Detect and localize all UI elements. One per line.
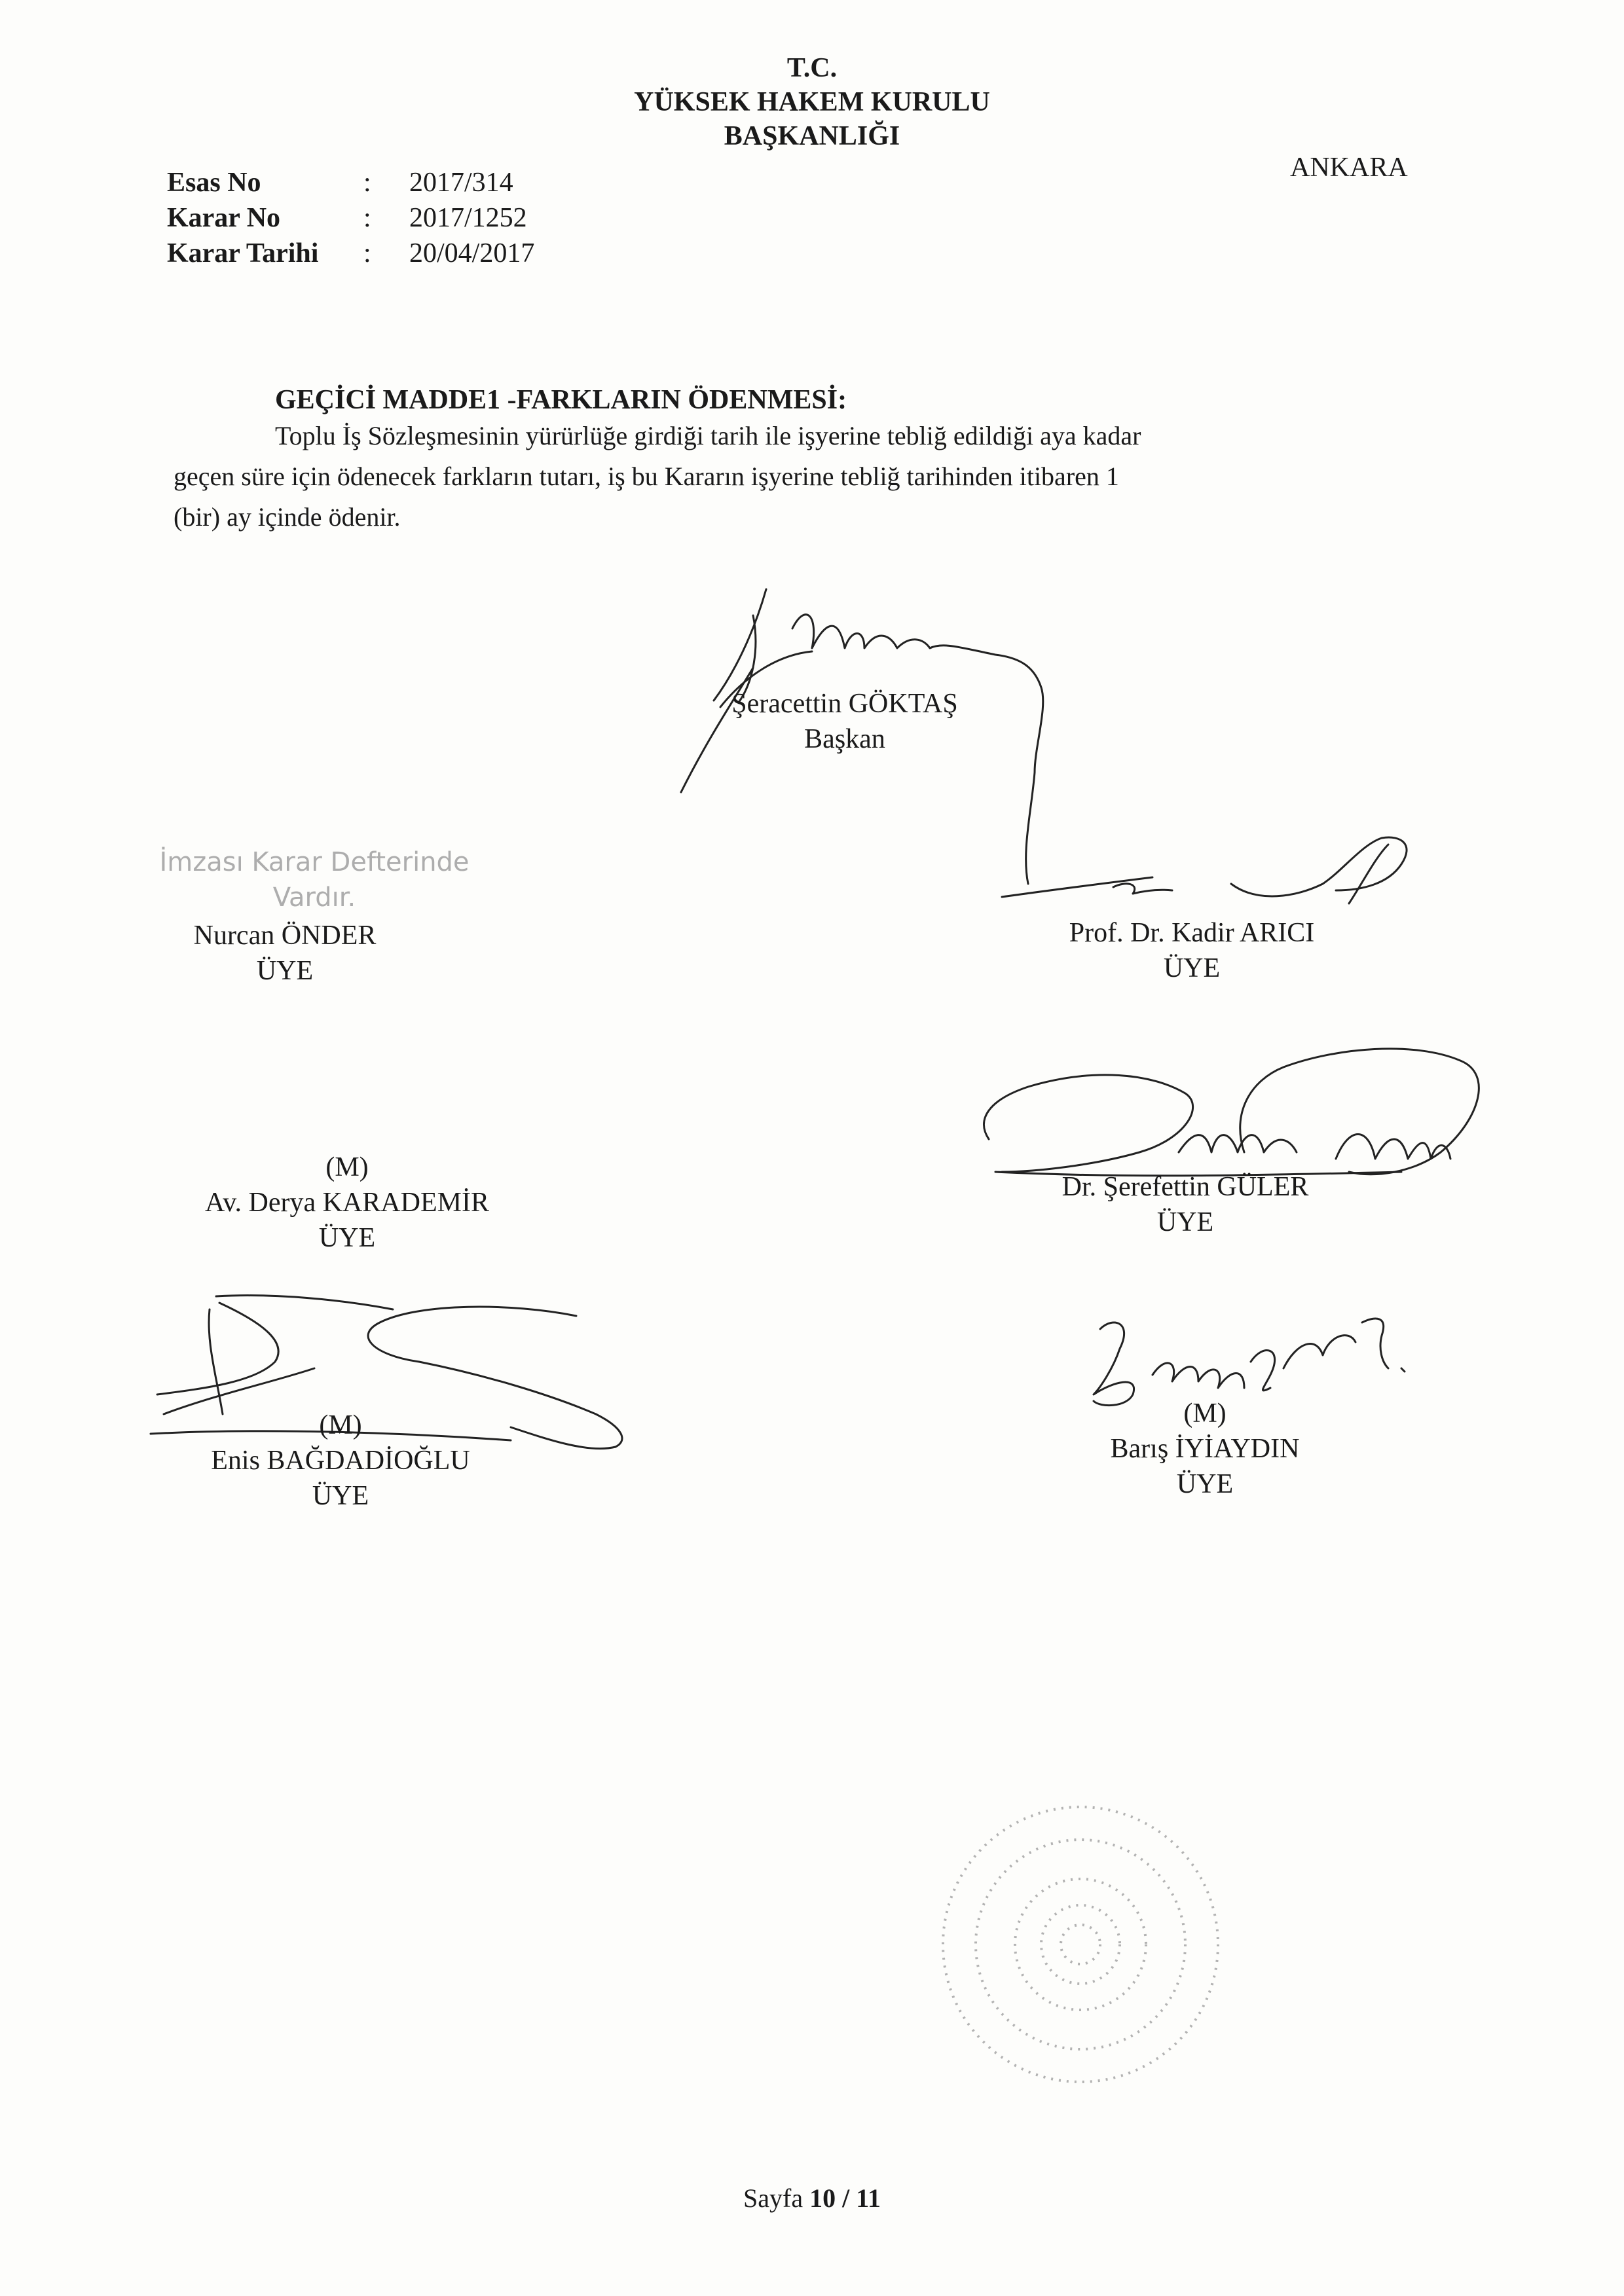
signatory-chair [714, 686, 976, 757]
signatory-role: ÜYE [1176, 1469, 1234, 1499]
signatory-role: ÜYE [1163, 953, 1221, 983]
meta-value: 2017/314 [409, 168, 513, 198]
signatory-name: Av. Derya KARADEMİR [205, 1188, 489, 1218]
article-body [174, 416, 1418, 538]
signatory-name: Dr. Şerefettin GÜLER [1061, 1172, 1309, 1202]
signatory-role: ÜYE [1156, 1207, 1214, 1237]
signatory-onder [138, 918, 432, 989]
article-line: geçen süre için ödenecek farkların tutarı, iş bu Kararın işyerine tebliğ tarihinden itibaren 1 [174, 462, 1119, 491]
page-footer [0, 2183, 1624, 2214]
meta-sep: : [363, 203, 371, 233]
header-presidency: BAŞKANLIĞI [724, 121, 900, 151]
page-number: 10 / 11 [809, 2183, 881, 2213]
article-line: Toplu İş Sözleşmesinin yürürlüğe girdiği tarih ile işyerine tebliğ edildiği aya kadar [275, 421, 1141, 450]
signatory-bagdadioglu [157, 1408, 524, 1514]
case-meta [167, 167, 625, 273]
meta-sep: : [363, 238, 371, 268]
header-tc: T.C. [786, 53, 838, 83]
signatory-iyiaydin [1041, 1396, 1369, 1502]
signature-record-note [151, 845, 478, 915]
signatory-mark: (M) [319, 1410, 362, 1440]
document-header [0, 51, 1624, 153]
meta-row-tarih [167, 238, 625, 273]
signatory-name: Şeracettin GÖKTAŞ [731, 689, 958, 719]
signatory-role: ÜYE [312, 1481, 369, 1511]
stamp-line: İmzası Karar Defterinde [159, 847, 470, 877]
meta-label: Karar No [167, 203, 281, 233]
signatory-karademir [157, 1150, 537, 1256]
signatory-name: Barış İYİAYDIN [1110, 1434, 1300, 1464]
header-institution: YÜKSEK HAKEM KURULU [634, 87, 990, 117]
footer-prefix: Sayfa [743, 2183, 803, 2213]
meta-label: Karar Tarihi [167, 238, 319, 268]
signatory-name: Nurcan ÖNDER [193, 920, 377, 951]
signatory-arici [995, 915, 1388, 986]
meta-label: Esas No [167, 168, 261, 198]
meta-row-esas [167, 167, 625, 202]
meta-value: 20/04/2017 [409, 238, 535, 268]
signatory-mark: (M) [1183, 1398, 1227, 1429]
official-seal-icon [930, 1794, 1231, 2095]
meta-row-karar [167, 202, 625, 238]
signatory-guler [1022, 1169, 1349, 1240]
meta-sep: : [363, 168, 371, 198]
article-heading: GEÇİCİ MADDE1 -FARKLARIN ÖDENMESİ: [275, 385, 847, 415]
signatory-name: Enis BAĞDADİOĞLU [211, 1446, 470, 1476]
header-city: ANKARA [1290, 153, 1408, 183]
signatory-mark: (M) [325, 1152, 369, 1182]
signatory-role: ÜYE [318, 1223, 376, 1253]
article-line: (bir) ay içinde ödenir. [174, 502, 401, 532]
signatory-name: Prof. Dr. Kadir ARICI [1069, 918, 1315, 948]
meta-value: 2017/1252 [409, 203, 527, 233]
signatory-role: Başkan [804, 724, 885, 754]
signatory-role: ÜYE [256, 956, 314, 986]
stamp-line: Vardır. [272, 883, 356, 913]
